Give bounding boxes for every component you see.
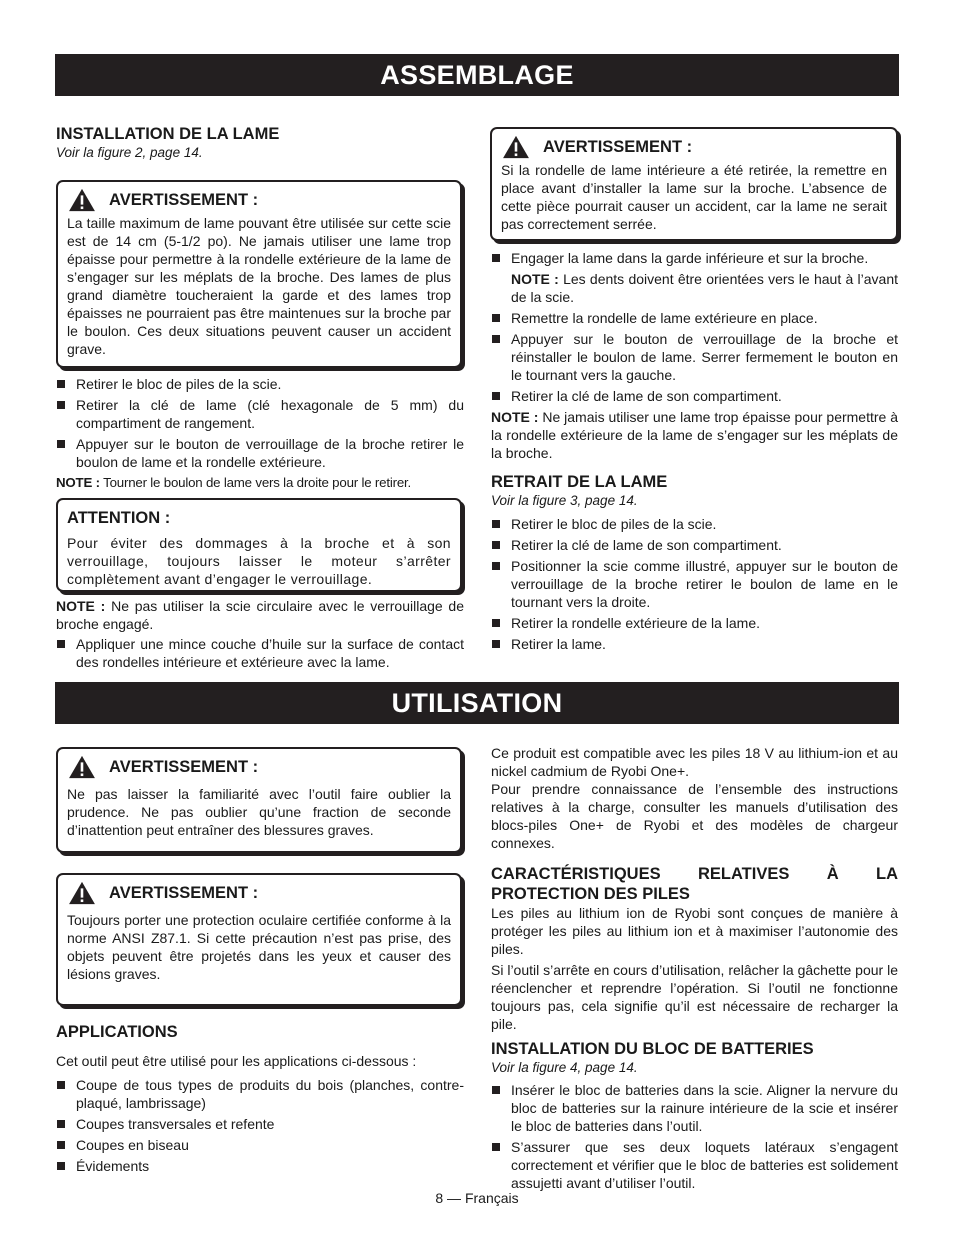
warning-title: AVERTISSEMENT :	[543, 137, 693, 156]
list-item: Retirer la clé de lame de son compartiment.	[491, 387, 898, 405]
note-label: NOTE :	[56, 598, 106, 614]
charge-text: Pour prendre connaissance de l’ensemble des instructions relatives à la charge, consulter les manuels d’utilisation des blocs-piles One+ de Ryobi et des modèles de chargeur connexes.	[491, 781, 898, 851]
assemblage-left-final	[56, 597, 464, 674]
protection-text-1: Les piles au lithium ion de Ryobi sont conçues de manière à protéger les piles au lithium ion et à maximiser l’autonomie des piles.	[491, 905, 898, 957]
remove-heading: RETRAIT DE LA LAME	[491, 473, 668, 491]
note-label: NOTE :	[491, 409, 539, 425]
applications-intro: Cet outil peut être utilisé pour les applications ci-dessous :	[56, 1053, 417, 1069]
warning-triangle-icon	[67, 881, 97, 905]
warning-triangle-icon	[501, 135, 531, 159]
list-item: Remettre la rondelle de lame extérieure en place.	[491, 309, 898, 327]
note-text: Tourner le boulon de lame vers la droite pour le retirer.	[103, 475, 412, 490]
warning-text: Toujours porter une protection oculaire certifiée conforme à la norme ANSI Z87.1. Si cette précaution n’est pas prise, des objets peuvent être projetés dans les yeux et causer des lésions graves.	[67, 912, 451, 982]
note-label: NOTE :	[56, 475, 100, 490]
note-text: Ne jamais utiliser une lame trop épaisse pour permettre à la rondelle extérieure de la lame de s’engager sur les méplats de la broche.	[491, 409, 898, 461]
list-item: Coupes en biseau	[56, 1136, 464, 1154]
applications-section	[56, 1022, 464, 1178]
warning-title: AVERTISSEMENT :	[109, 883, 259, 902]
protection-heading-line1: CARACTÉRISTIQUES RELATIVES À LA	[491, 865, 898, 883]
warning-text: La taille maximum de lame pouvant être utilisée sur cette scie est de 14 cm (5-1/2 po). Ne jamais utiliser une lame trop épaisse pour permettre à la rondelle extérieure de la lame de s’engager sur les méplats de la broche. Des lames de plus grand diamètre toucheraient la garde et des lames trop épaisses ne pourraient pas être maintenues sur la broche par le boulon. Ces deux situations peuvent causer un accident grave.	[67, 215, 451, 357]
note-thick-blade	[491, 408, 898, 462]
list-item	[491, 249, 898, 306]
list-item: Retirer la clé de lame (clé hexagonale de 5 mm) du compartiment de rangement.	[56, 396, 464, 432]
note-text: Ne pas utiliser la scie circulaire avec le verrouillage de broche engagé.	[56, 598, 465, 632]
section-title-assemblage: ASSEMBLAGE	[55, 54, 899, 96]
list-item: Retirer la clé de lame de son compartiment.	[491, 536, 898, 554]
list-item: Retirer le bloc de piles de la scie.	[56, 375, 464, 393]
applications-heading: APPLICATIONS	[56, 1023, 178, 1041]
caution-text: Pour éviter des dommages à la broche et à son verrouillage, toujours laisser le moteur s’arrêter complètement avant d’engager le verrouillage.	[67, 535, 451, 587]
remove-blade-section	[491, 472, 898, 656]
note-spindle-lock	[56, 597, 464, 633]
install-heading: INSTALLATION DE LA LAME	[56, 125, 280, 143]
battery-ref: Voir la figure 4, page 14.	[491, 1060, 638, 1075]
list-item: Coupes transversales et refente	[56, 1115, 464, 1133]
list-item: Évidements	[56, 1157, 464, 1175]
caution-box	[56, 498, 462, 592]
note-bolt-direction	[56, 474, 464, 492]
protection-text-2: Si l’outil s’arrête en cours d’utilisation, relâcher la gâchette pour le réenclencher et reprendre l’opération. Si l’outil ne fonctionne toujours pas, cela signifie qu’il est nécessaire de recharger la pile.	[491, 962, 898, 1032]
install-ref: Voir la figure 2, page 14.	[56, 145, 203, 160]
list-item: Appliquer une mince couche d’huile sur la surface de contact des rondelles intérieure et extérieure avec la lame.	[56, 635, 464, 671]
assemblage-left-column	[56, 124, 464, 161]
warning-text: Ne pas laisser la familiarité avec l’outil faire oublier la prudence. Ne pas oublier qu’une fraction de seconde d’inattention peut entraîner des blessures graves.	[67, 786, 451, 838]
warning-title: AVERTISSEMENT :	[109, 190, 259, 209]
section-title-utilisation: UTILISATION	[55, 682, 899, 724]
page-footer: 8 — Français	[435, 1190, 519, 1206]
warning-box-blade-size	[56, 180, 462, 368]
warning-triangle-icon	[67, 755, 97, 779]
list-item: Retirer la lame.	[491, 635, 898, 653]
warning-triangle-icon	[67, 188, 97, 212]
protection-heading-line2: PROTECTION DES PILES	[491, 885, 690, 903]
list-item-text: Engager la lame dans la garde inférieure et sur la broche.	[511, 250, 869, 266]
list-item: S’assurer que ses deux loquets latéraux s’engagent correctement et vérifier que le bloc de batteries est solidement assujetti avant d’utiliser l’outil.	[491, 1138, 898, 1192]
warning-title: AVERTISSEMENT :	[109, 757, 259, 776]
list-item: Retirer la rondelle extérieure de la lame.	[491, 614, 898, 632]
list-item: Positionner la scie comme illustré, appuyer sur le bouton de verrouillage de la broche retirer le boulon de lame en le tournant vers la droite.	[491, 557, 898, 611]
assemblage-left-steps	[56, 375, 464, 492]
note-teeth	[511, 270, 898, 306]
list-item: Retirer le bloc de piles de la scie.	[491, 515, 898, 533]
compat-text: Ce produit est compatible avec les piles 18 V au lithium-ion et au nickel cadmium de Ryobi One+.	[491, 745, 898, 779]
warning-text: Si la rondelle de lame intérieure a été retirée, la remettre en place avant d’installer la lame sur la broche. L’absence de cette pièce pourrait causer un accident, car la lame ne serait pas correctement serrée.	[501, 162, 887, 232]
warning-box-inner-washer	[490, 127, 898, 241]
list-item: Appuyer sur le bouton de verrouillage de la broche retirer le boulon de lame et la rondelle extérieure.	[56, 435, 464, 471]
remove-ref: Voir la figure 3, page 14.	[491, 493, 638, 508]
note-label: NOTE :	[511, 271, 559, 287]
list-item: Coupe de tous types de produits du bois (planches, contre-plaqué, lambrissage)	[56, 1076, 464, 1112]
note-text: Les dents doivent être orientées vers le haut à l’avant de la scie.	[511, 271, 898, 305]
list-item: Insérer le bloc de batteries dans la scie. Aligner la nervure du bloc de batteries sur la rainure intérieure de la scie et insérer le bloc de batteries dans l’outil.	[491, 1081, 898, 1135]
utilisation-right-column	[491, 744, 898, 1195]
list-item: Appuyer sur le bouton de verrouillage de la broche et réinstaller le boulon de lame. Serrer fermement le bouton en le tournant vers la gauche.	[491, 330, 898, 384]
battery-heading: INSTALLATION DU BLOC DE BATTERIES	[491, 1040, 814, 1058]
warning-box-familiarity	[56, 747, 462, 853]
caution-title: ATTENTION :	[67, 508, 171, 527]
assemblage-right-steps	[491, 249, 898, 462]
warning-box-eye-protection	[56, 873, 462, 1006]
